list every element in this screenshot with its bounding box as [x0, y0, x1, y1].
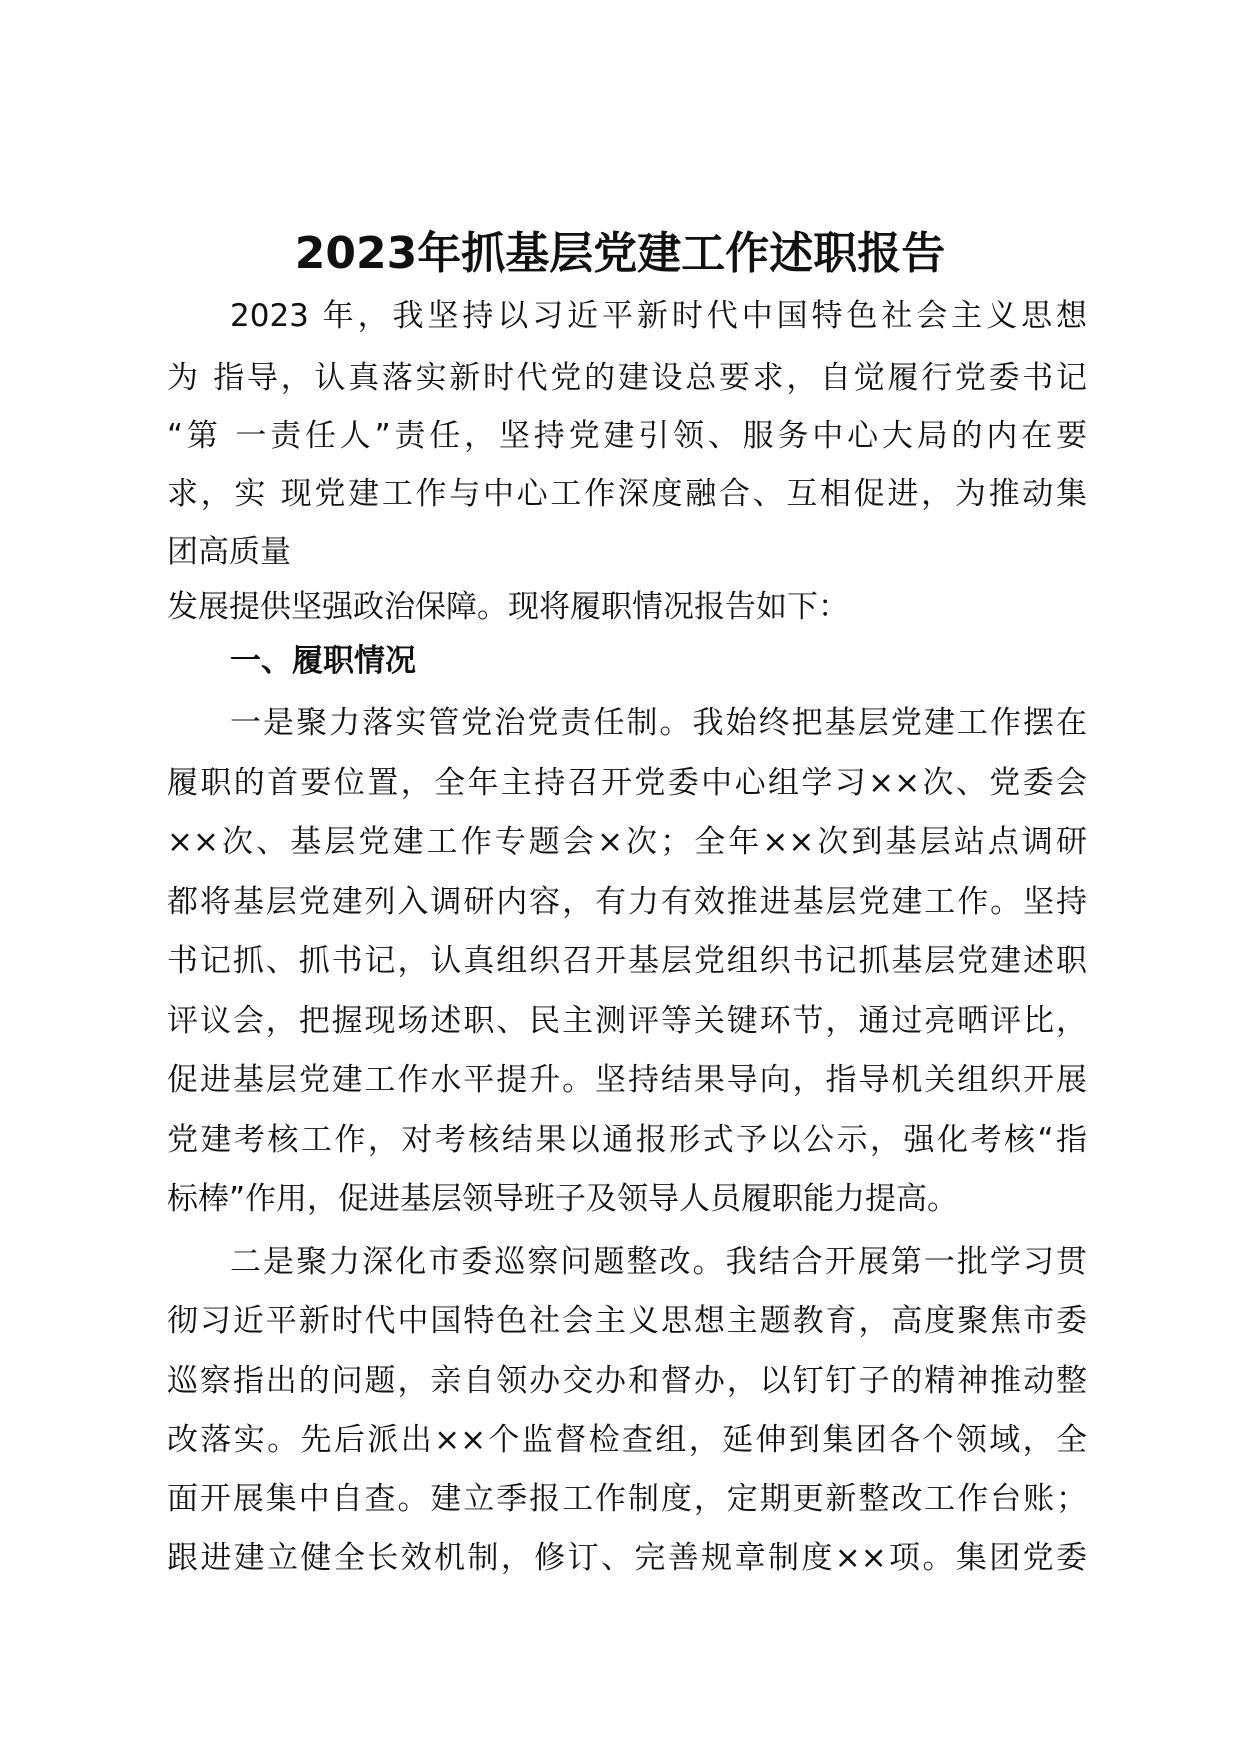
paragraph-line: 跟进建立健全长效机制，修订、完善规章制度××项。集团党委: [167, 1540, 1087, 1576]
paragraph-line: 一是聚力落实管党治党责任制。我始终把基层党建工作摆在: [230, 705, 1087, 741]
paragraph-line: ××次、基层党建工作专题会×次；全年××次到基层站点调研: [167, 824, 1087, 860]
paragraph-line: 都将基层党建列入调研内容，有力有效推进基层党建工作。坚持: [167, 884, 1087, 920]
paragraph-line: 彻习近平新时代中国特色社会主义思想主题教育，高度聚焦市委: [167, 1303, 1087, 1339]
section-heading: 一、履职情况: [230, 643, 416, 679]
paragraph-line: 评议会，把握现场述职、民主测评等关键环节，通过亮晒评比，: [167, 1003, 1087, 1039]
paragraph-line: 改落实。先后派出××个监督检查组，延伸到集团各个领域，全: [167, 1422, 1087, 1458]
paragraph-line: 促进基层党建工作水平提升。坚持结果导向，指导机关组织开展: [167, 1062, 1087, 1098]
paragraph-line: 2023 年，我坚持以习近平新时代中国特色社会主义思想: [230, 298, 1087, 334]
paragraph-line: 巡察指出的问题，亲自领办交办和督办，以钉钉子的精神推动整: [167, 1363, 1087, 1399]
paragraph-line: 党建考核工作，对考核结果以通报形式予以公示，强化考核“指: [167, 1122, 1087, 1158]
paragraph-line: 为 指导，认真落实新时代党的建设总要求，自觉履行党委书记: [167, 360, 1087, 396]
document-title: 2023年抓基层党建工作述职报告: [294, 228, 946, 279]
paragraph-line: 二是聚力深化市委巡察问题整改。我结合开展第一批学习贯: [230, 1244, 1087, 1280]
paragraph-line: 发展提供坚强政治保障。现将履职情况报告如下：: [167, 589, 849, 625]
paragraph-line: 履职的首要位置，全年主持召开党委中心组学习××次、党委会: [167, 765, 1087, 801]
paragraph-line: 团高质量: [167, 534, 291, 570]
paragraph-line: 标棒”作用，促进基层领导班子及领导人员履职能力提高。: [167, 1181, 959, 1217]
paragraph-line: “第 一责任人”责任，坚持党建引领、服务中心大局的内在要: [167, 418, 1087, 454]
paragraph-line: 面开展集中自查。建立季报工作制度，定期更新整改工作台账；: [167, 1481, 1087, 1517]
paragraph-line: 书记抓、抓书记，认真组织召开基层党组织书记抓基层党建述职: [167, 943, 1087, 979]
paragraph-line: 求，实 现党建工作与中心工作深度融合、互相促进，为推动集: [167, 476, 1087, 512]
